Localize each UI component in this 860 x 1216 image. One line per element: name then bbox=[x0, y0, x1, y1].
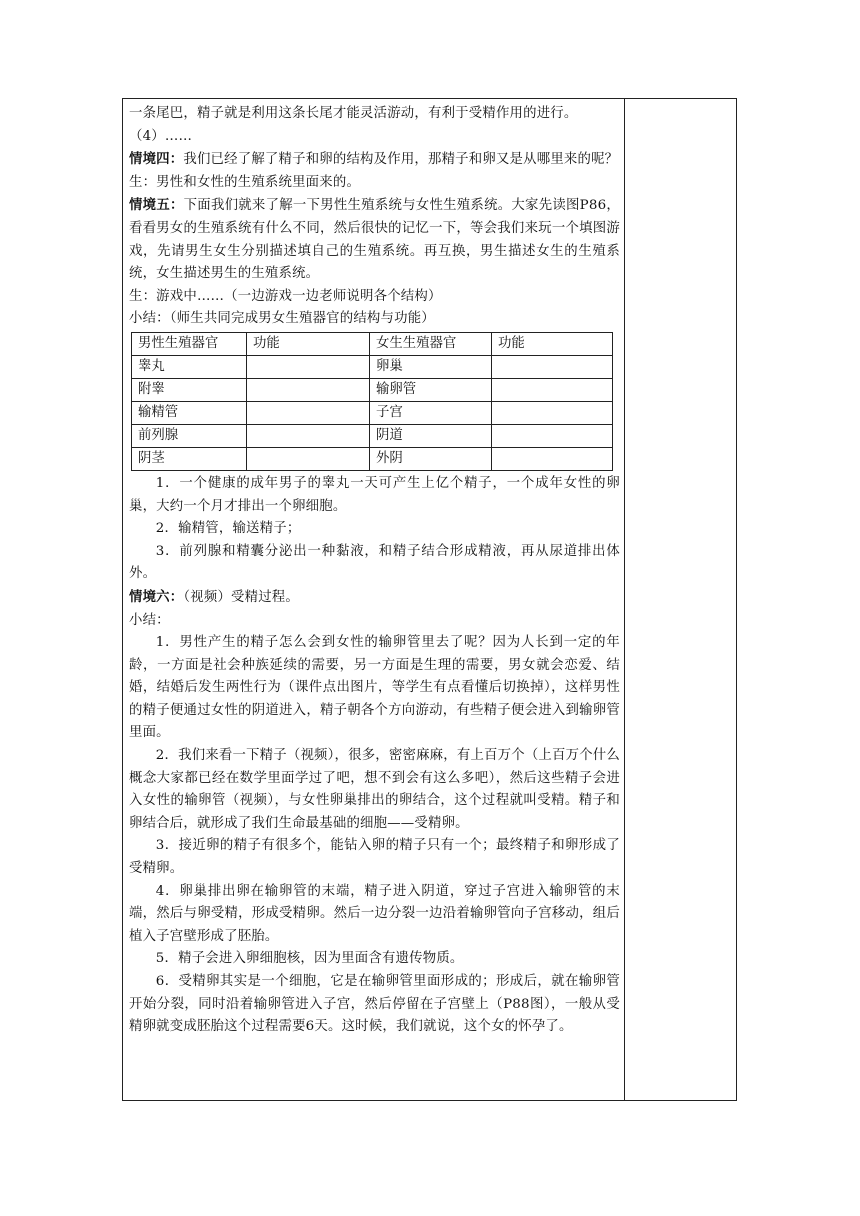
table-cell: 附睾 bbox=[132, 378, 247, 401]
table-header-cell: 男性生殖器官 bbox=[132, 332, 247, 355]
table-header-cell: 功能 bbox=[492, 332, 613, 355]
table-cell: 子宫 bbox=[370, 401, 492, 424]
table-cell bbox=[247, 401, 370, 424]
scenario-5 bbox=[129, 194, 620, 285]
scenario-6 bbox=[129, 586, 620, 610]
table-cell bbox=[247, 424, 370, 447]
summary-2-heading: 小结： bbox=[129, 612, 170, 628]
intro-paragraph-1: 一条尾巴，精子就是利用这条长尾才能灵活游动，有利于受精作用的进行。 bbox=[129, 106, 578, 121]
scenario-5-label: 情境五： bbox=[129, 197, 184, 214]
table-cell: 输精管 bbox=[132, 401, 247, 424]
lesson-content-cell bbox=[123, 99, 625, 1100]
scenario-4-label: 情境四： bbox=[129, 151, 184, 168]
table-row bbox=[132, 355, 613, 378]
table-row bbox=[132, 401, 613, 424]
table-cell: 睾丸 bbox=[132, 355, 247, 378]
student-answer-2: 生：游戏中……（一边游戏一边老师说明各个结构） bbox=[129, 288, 442, 304]
table-cell: 前列腺 bbox=[132, 424, 247, 447]
table-cell: 输卵管 bbox=[370, 378, 492, 401]
table-cell: 阴道 bbox=[370, 424, 492, 447]
organ-function-table bbox=[131, 332, 613, 471]
summary-2-point-2: 2．我们来看一下精子（视频），很多，密密麻麻，有上百万个（上百万个什么概念大家都已经在数学里面学过了吧，想不到会有这么多吧），然后这些精子会进入女性的输卵管（视频），与女性卵巢排出的卵结合，这个过程就叫受精。精子和卵结合后，就形成了我们生命最基础的细胞——受精卵。 bbox=[129, 748, 620, 831]
table-cell bbox=[247, 447, 370, 470]
table-header-cell: 功能 bbox=[247, 332, 370, 355]
table-header-row bbox=[132, 332, 613, 355]
scenario-4-text: 我们已经了解了精子和卵的结构及作用，那精子和卵又是从哪里来的呢？ bbox=[183, 152, 619, 168]
table-cell bbox=[492, 447, 613, 470]
table-cell: 阴茎 bbox=[132, 447, 247, 470]
summary-1-point-2: 2．输精管，输送精子； bbox=[155, 521, 301, 537]
scenario-6-label: 情境六： bbox=[129, 588, 184, 605]
summary-1-point-1: 1．一个健康的成年男子的睾丸一天可产生上亿个精子，一个成年女性的卵巢，大约一个月才排出一个卵细胞。 bbox=[129, 475, 620, 514]
student-answer-1: 生：男性和女性的生殖系统里面来的。 bbox=[129, 174, 361, 190]
table-row bbox=[132, 447, 613, 470]
table-cell bbox=[247, 378, 370, 401]
notes-cell bbox=[625, 99, 736, 1100]
table-cell bbox=[492, 424, 613, 447]
scenario-5-text: 下面我们就来了解一下男性生殖系统与女性生殖系统。大家先读图P86，看看男女的生殖系统有什么不同，然后很快的记忆一下，等会我们来玩一个填图游戏，先请男生女生分别描述填自己的生殖系统。再互换，男生描述女生的生殖系统，女生描述男生的生殖系统。 bbox=[129, 198, 620, 282]
summary-2-point-4: 4．卵巢排出卵在输卵管的末端，精子进入阴道，穿过子宫进入输卵管的末端，然后与卵受精，形成受精卵。然后一边分裂一边沿着输卵管向子宫移动，组后植入子宫壁形成了胚胎。 bbox=[129, 883, 620, 944]
summary-2-point-5: 5．精子会进入卵细胞核，因为里面含有遗传物质。 bbox=[155, 951, 464, 967]
intro-paragraph-2: （4）…… bbox=[129, 128, 193, 144]
table-cell bbox=[492, 378, 613, 401]
summary-2-point-3: 3．接近卵的精子有很多个，能钻入卵的精子只有一个；最终精子和卵形成了受精卵。 bbox=[129, 838, 620, 877]
table-header-cell: 女生生殖器官 bbox=[370, 332, 492, 355]
lesson-plan-table bbox=[122, 98, 737, 1101]
table-cell bbox=[247, 355, 370, 378]
table-cell bbox=[492, 355, 613, 378]
table-row bbox=[132, 424, 613, 447]
scenario-6-text: （视频）受精过程。 bbox=[183, 589, 299, 605]
scenario-4 bbox=[129, 148, 620, 172]
summary-2-point-6: 6．受精卵其实是一个细胞，它是在输卵管里面形成的；形成后，就在输卵管开始分裂，同时沿着输卵管进入子宫，然后停留在子宫壁上（P88图），一般从受精卵就变成胚胎这个过程需要6天。这时候，我们就说，这个女的怀孕了。 bbox=[129, 974, 620, 1035]
summary-2-point-1: 1．男性产生的精子怎么会到女性的输卵管里去了呢？因为人长到一定的年龄，一方面是社会种族延续的需要，另一方面是生理的需要，男女就会恋爱、结婚，结婚后发生两性行为（课件点出图片，等学生有点看懂后切换掉），这样男性的精子便通过女性的阴道进入，精子朝各个方向游动，有些精子便会进入到输卵管里面。 bbox=[129, 635, 620, 741]
table-row bbox=[132, 378, 613, 401]
summary-1-heading: 小结：（师生共同完成男女生殖器官的结构与功能） bbox=[129, 311, 435, 327]
summary-1-point-3: 3．前列腺和精囊分泌出一种黏液，和精子结合形成精液，再从尿道排出体外。 bbox=[129, 543, 620, 582]
table-cell bbox=[492, 401, 613, 424]
table-cell: 卵巢 bbox=[370, 355, 492, 378]
table-cell: 外阴 bbox=[370, 447, 492, 470]
